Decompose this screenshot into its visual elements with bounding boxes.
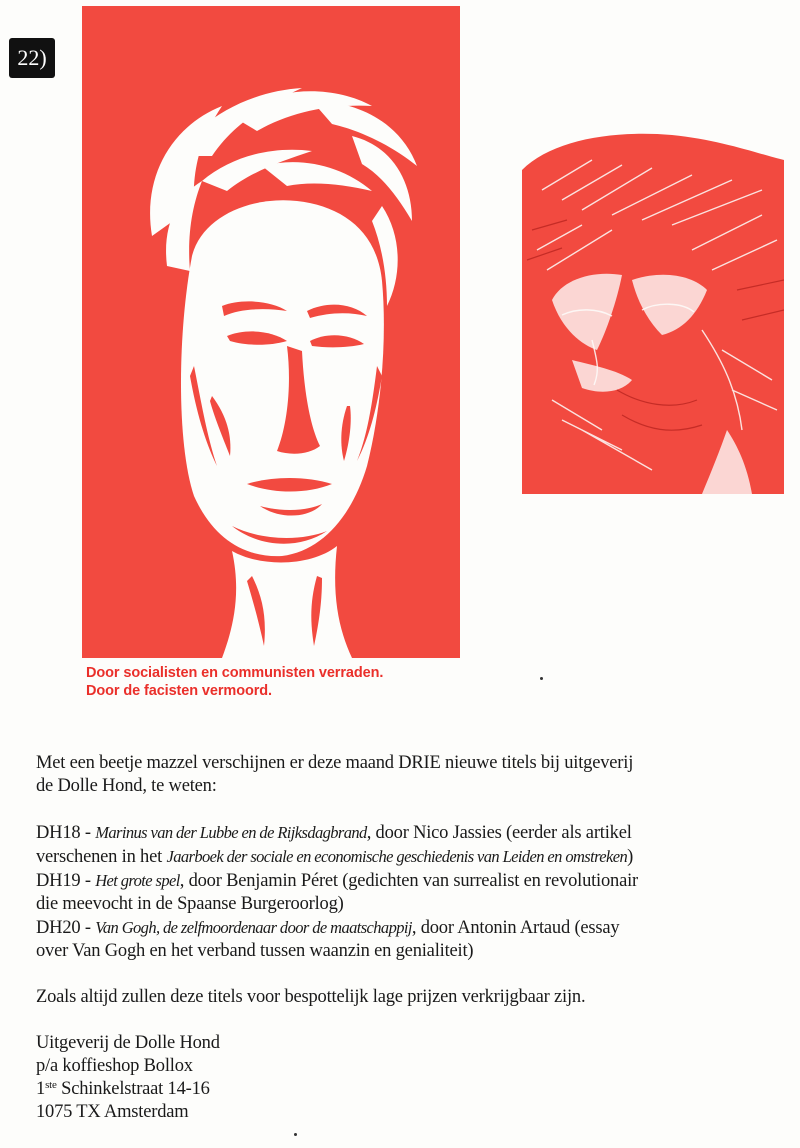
title-entry-dh20: DH20 - Van Gogh, de zelfmoordenaar door de maatschappij, door Antonin Artaud (essay — [36, 918, 620, 938]
address-line-1: Uitgeverij de Dolle Hond — [36, 1033, 220, 1053]
journal-title: Jaarboek der sociale en economische geschiedenis van Leiden en omstreken — [166, 847, 628, 866]
intro-line-1: Met een beetje mazzel verschijnen er deze maand DRIE nieuwe titels bij uitgeverij — [36, 753, 634, 773]
title-entry-dh20-cont: over Van Gogh en het verband tussen waanzin en genialiteit) — [36, 941, 474, 961]
illustration-caption — [86, 664, 506, 700]
closing-sentence: Zoals altijd zullen deze titels voor bespottelijk lage prijzen verkrijgbaar zijn. — [36, 987, 586, 1007]
speck-mark — [540, 677, 543, 680]
book-title: Het grote spel — [95, 871, 180, 890]
title-entry-dh19: DH19 - Het grote spel, door Benjamin Péret (gedichten van surrealist en revolutionair — [36, 871, 639, 891]
article-body — [36, 752, 766, 1124]
address-line-2: p/a koffieshop Bollox — [36, 1056, 193, 1076]
title-entry-dh19-cont: die meevocht in de Spaanse Burgeroorlog) — [36, 894, 344, 914]
book-title: Van Gogh, de zelfmoordenaar door de maatschappij — [95, 918, 412, 937]
van-gogh-portrait-illustration — [522, 130, 784, 494]
caption-line-1: Door socialisten en communisten verraden. — [86, 665, 384, 681]
caption-line-2: Door de facisten vermoord. — [86, 683, 272, 699]
linocut-face-image — [82, 6, 460, 658]
speck-mark — [294, 1133, 297, 1136]
title-entry-dh18-cont: verschenen in het Jaarboek der sociale en economische geschiedenis van Leiden en omstreken) — [36, 847, 634, 867]
address-line-3: 1ste Schinkelstraat 14-16 — [36, 1079, 210, 1099]
title-entry-dh18: DH18 - Marinus van der Lubbe en de Rijksdagbrand, door Nico Jassies (eerder als artikel — [36, 823, 632, 843]
page-number-badge: 22) — [9, 38, 55, 78]
book-title: Marinus van der Lubbe en de Rijksdagbrand — [95, 823, 367, 842]
linocut-portrait-illustration — [82, 6, 460, 658]
address-line-4: 1075 TX Amsterdam — [36, 1102, 189, 1122]
intro-line-2: de Dolle Hond, te weten: — [36, 776, 217, 796]
van-gogh-sketch-image — [522, 130, 784, 494]
